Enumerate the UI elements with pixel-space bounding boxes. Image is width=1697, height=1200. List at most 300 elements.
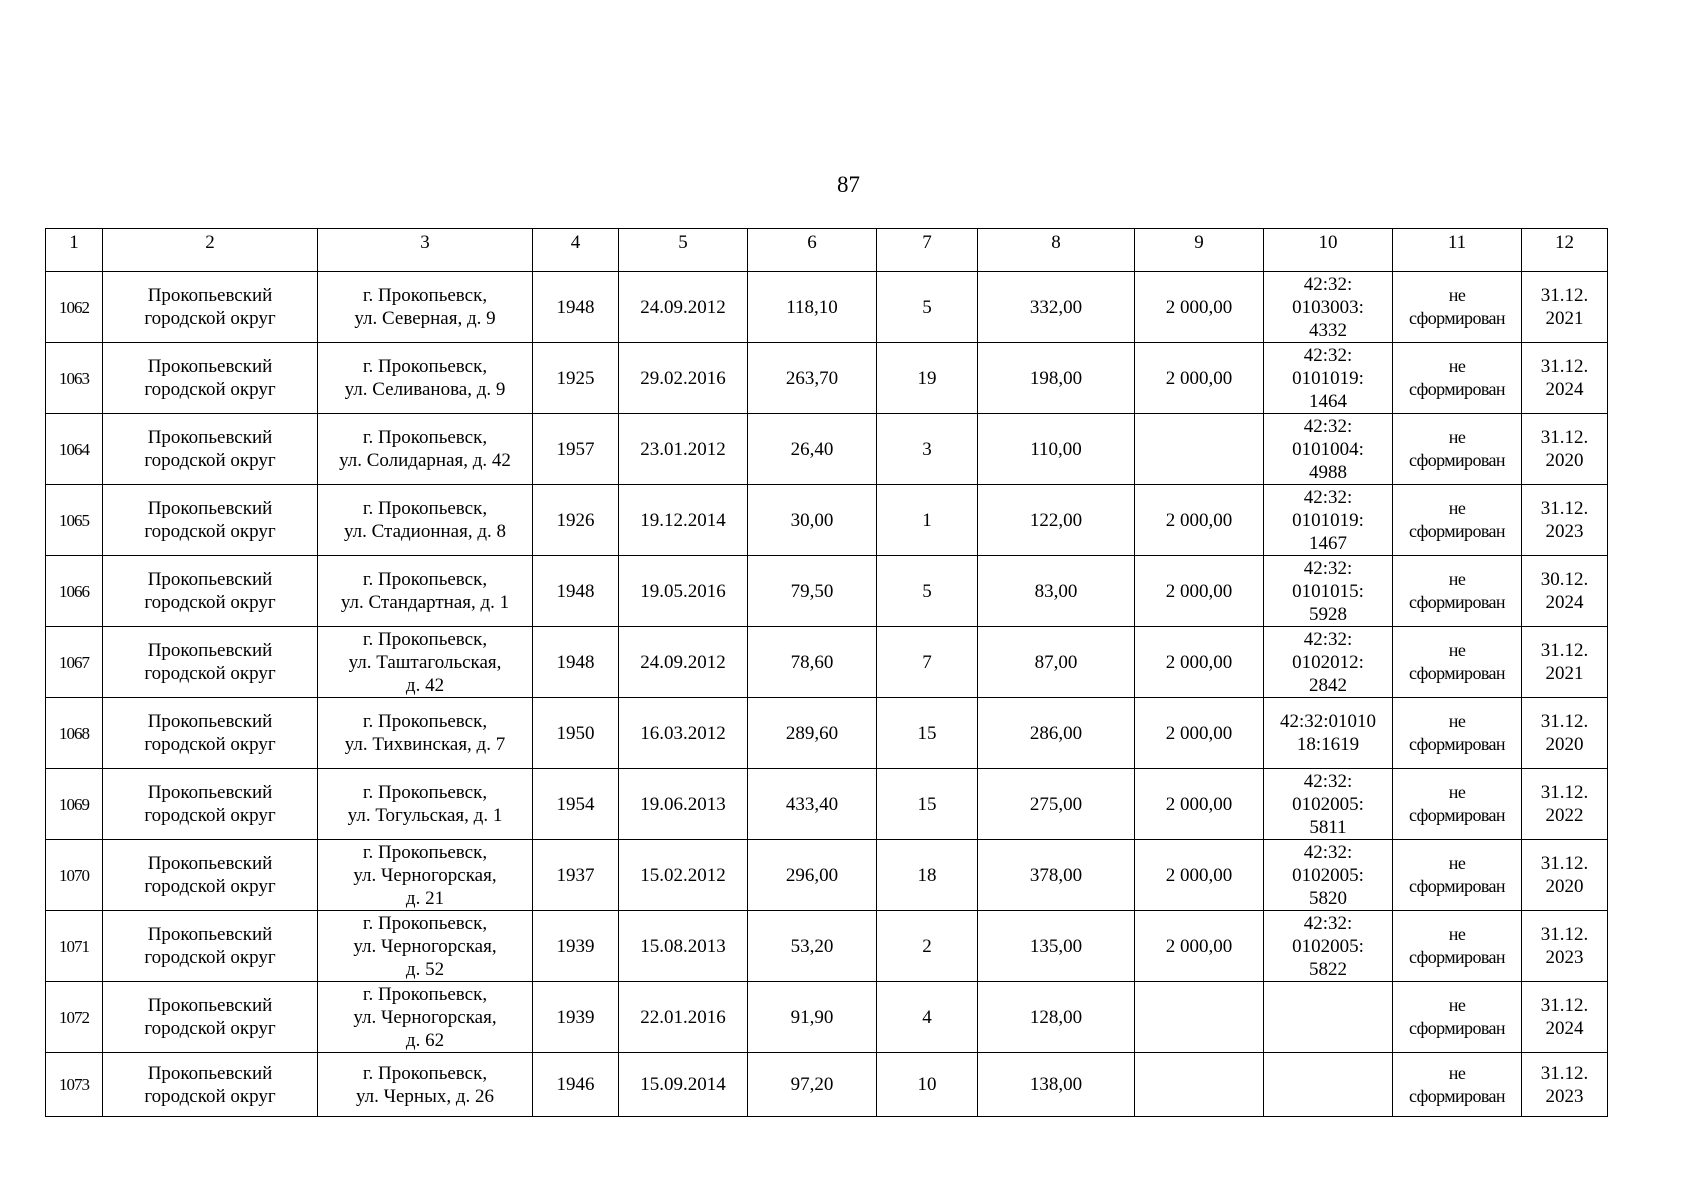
residents-count-cell: 3 — [877, 414, 978, 485]
cell-line: не — [1448, 782, 1466, 802]
cell-line: 42:32: — [1303, 273, 1353, 295]
area-cell: 79,50 — [748, 556, 877, 627]
land-area-cell: 83,00 — [978, 556, 1135, 627]
deadline-cell — [1522, 485, 1608, 556]
row-number-cell: 1063 — [46, 343, 103, 414]
land-area-cell: 110,00 — [978, 414, 1135, 485]
cell-line: Прокопьевский — [147, 995, 273, 1016]
cell-line: 31.12. — [1540, 427, 1589, 448]
cell-line: 2023 — [1545, 947, 1584, 968]
table-row — [46, 627, 1608, 698]
cell-line: ул. Черногорская, — [353, 935, 497, 957]
row-number-cell: 1068 — [46, 698, 103, 769]
cell-line: 31.12. — [1540, 285, 1589, 306]
land-area-cell: 286,00 — [978, 698, 1135, 769]
table-body — [46, 229, 1608, 1117]
cadastral-number-cell — [1264, 1053, 1393, 1117]
cell-line: 0101015: — [1292, 580, 1364, 602]
municipality-cell — [103, 343, 318, 414]
residents-count-cell: 1 — [877, 485, 978, 556]
cost-cell: 2 000,00 — [1135, 769, 1264, 840]
cell-line: 0101019: — [1292, 509, 1364, 531]
recognition-date-cell: 22.01.2016 — [619, 982, 748, 1053]
address-cell — [318, 485, 533, 556]
year-built-cell: 1948 — [533, 556, 619, 627]
deadline-cell — [1522, 627, 1608, 698]
cell-line: 31.12. — [1540, 924, 1589, 945]
cell-line: 2024 — [1545, 1018, 1584, 1039]
cell-line: д. 42 — [405, 674, 445, 696]
cell-line: городской округ — [144, 450, 276, 471]
year-built-cell: 1950 — [533, 698, 619, 769]
cell-line: 2021 — [1545, 663, 1584, 684]
cell-line: городской округ — [144, 1085, 276, 1107]
address-cell — [318, 1053, 533, 1117]
cost-cell: 2 000,00 — [1135, 627, 1264, 698]
table-row — [46, 911, 1608, 982]
cell-line: 0102005: — [1292, 793, 1364, 815]
deadline-cell — [1522, 343, 1608, 414]
cell-line: городской округ — [144, 663, 276, 684]
cell-line: сформирован — [1409, 805, 1505, 825]
cell-line: 2023 — [1545, 521, 1584, 542]
area-cell: 433,40 — [748, 769, 877, 840]
row-number-cell: 1062 — [46, 272, 103, 343]
cell-line: 4988 — [1309, 461, 1347, 483]
cell-line: 31.12. — [1540, 995, 1589, 1016]
cell-line: 2842 — [1309, 674, 1347, 696]
area-cell: 118,10 — [748, 272, 877, 343]
table-row — [46, 698, 1608, 769]
column-number: 4 — [533, 229, 619, 272]
cell-line: д. 21 — [405, 887, 445, 909]
deadline-cell — [1522, 911, 1608, 982]
cell-line: ул. Черногорская, — [353, 864, 497, 886]
deadline-cell — [1522, 1053, 1608, 1117]
area-cell: 91,90 — [748, 982, 877, 1053]
area-cell: 289,60 — [748, 698, 877, 769]
cell-line: городской округ — [144, 876, 276, 897]
cost-cell: 2 000,00 — [1135, 911, 1264, 982]
cell-line: сформирован — [1409, 450, 1505, 470]
area-cell: 296,00 — [748, 840, 877, 911]
recognition-date-cell: 16.03.2012 — [619, 698, 748, 769]
cell-line: 42:32: — [1303, 770, 1353, 792]
cell-line: 42:32: — [1303, 486, 1353, 508]
area-cell: 26,40 — [748, 414, 877, 485]
cell-line: 30.12. — [1540, 569, 1589, 590]
row-number-cell: 1064 — [46, 414, 103, 485]
cell-line: г. Прокопьевск, — [362, 912, 488, 934]
municipality-cell — [103, 414, 318, 485]
row-number-cell: 1067 — [46, 627, 103, 698]
cell-line: 31.12. — [1540, 640, 1589, 661]
cell-line: не — [1448, 640, 1466, 660]
status-cell — [1393, 272, 1522, 343]
area-cell: 78,60 — [748, 627, 877, 698]
recognition-date-cell: 23.01.2012 — [619, 414, 748, 485]
residents-count-cell: 5 — [877, 556, 978, 627]
land-area-cell: 122,00 — [978, 485, 1135, 556]
cell-line: городской округ — [144, 805, 276, 826]
cadastral-number-cell — [1264, 414, 1393, 485]
recognition-date-cell: 15.09.2014 — [619, 1053, 748, 1117]
status-cell — [1393, 414, 1522, 485]
area-cell: 263,70 — [748, 343, 877, 414]
column-number: 5 — [619, 229, 748, 272]
cost-cell: 2 000,00 — [1135, 485, 1264, 556]
address-cell — [318, 272, 533, 343]
cadastral-number-cell — [1264, 556, 1393, 627]
cell-line: Прокопьевский — [147, 924, 273, 945]
municipality-cell — [103, 982, 318, 1053]
cell-line: Прокопьевский — [147, 569, 273, 590]
residents-count-cell: 15 — [877, 698, 978, 769]
column-number: 7 — [877, 229, 978, 272]
recognition-date-cell: 24.09.2012 — [619, 627, 748, 698]
cost-cell — [1135, 414, 1264, 485]
residents-count-cell: 7 — [877, 627, 978, 698]
year-built-cell: 1946 — [533, 1053, 619, 1117]
cost-cell — [1135, 982, 1264, 1053]
cell-line: 42:32: — [1303, 344, 1353, 366]
municipality-cell — [103, 556, 318, 627]
recognition-date-cell: 19.05.2016 — [619, 556, 748, 627]
cell-line: ул. Тихвинская, д. 7 — [344, 734, 506, 755]
cell-line: не — [1448, 924, 1466, 944]
cadastral-number-cell — [1264, 982, 1393, 1053]
cell-line: 42:32: — [1303, 841, 1353, 863]
cell-line: сформирован — [1409, 1018, 1505, 1038]
cell-line: ул. Стандартная, д. 1 — [340, 592, 510, 613]
cell-line: городской округ — [144, 308, 276, 329]
deadline-cell — [1522, 982, 1608, 1053]
cell-line: 31.12. — [1540, 498, 1589, 519]
cell-line: 4332 — [1309, 319, 1347, 341]
cell-line: 2024 — [1545, 592, 1584, 613]
row-number-cell: 1066 — [46, 556, 103, 627]
table-row — [46, 343, 1608, 414]
column-number: 3 — [318, 229, 533, 272]
table-row — [46, 414, 1608, 485]
cell-line: городской округ — [144, 734, 276, 755]
cell-line: 42:32: — [1303, 912, 1353, 934]
cell-line: г. Прокопьевск, — [362, 983, 488, 1005]
cell-line: 2020 — [1545, 876, 1584, 897]
cell-line: не — [1448, 427, 1466, 447]
cell-line: сформирован — [1409, 663, 1505, 683]
column-number: 12 — [1522, 229, 1608, 272]
cell-line: 31.12. — [1540, 1062, 1589, 1084]
address-cell — [318, 627, 533, 698]
status-cell — [1393, 1053, 1522, 1117]
cadastral-number-cell — [1264, 698, 1393, 769]
cell-line: г. Прокопьевск, — [362, 628, 488, 650]
cell-line: сформирован — [1409, 1085, 1505, 1106]
column-number: 11 — [1393, 229, 1522, 272]
cadastral-number-cell — [1264, 343, 1393, 414]
deadline-cell — [1522, 272, 1608, 343]
cell-line: г. Прокопьевск, — [362, 498, 488, 519]
table-row — [46, 840, 1608, 911]
status-cell — [1393, 698, 1522, 769]
status-cell — [1393, 343, 1522, 414]
page-number: 87 — [837, 172, 860, 197]
municipality-cell — [103, 840, 318, 911]
cell-line: сформирован — [1409, 308, 1505, 328]
cell-line: не — [1448, 853, 1466, 873]
cell-line: 1467 — [1309, 532, 1347, 554]
cell-line: д. 52 — [405, 958, 445, 980]
column-number: 1 — [46, 229, 103, 272]
recognition-date-cell: 15.02.2012 — [619, 840, 748, 911]
cost-cell — [1135, 1053, 1264, 1117]
year-built-cell: 1954 — [533, 769, 619, 840]
address-cell — [318, 840, 533, 911]
address-cell — [318, 911, 533, 982]
cell-line: 5811 — [1309, 816, 1347, 838]
year-built-cell: 1925 — [533, 343, 619, 414]
table-row — [46, 272, 1608, 343]
deadline-cell — [1522, 840, 1608, 911]
cost-cell: 2 000,00 — [1135, 840, 1264, 911]
cell-line: 5928 — [1309, 603, 1347, 625]
cell-line: 0102005: — [1292, 935, 1364, 957]
year-built-cell: 1948 — [533, 272, 619, 343]
cell-line: не — [1448, 1062, 1466, 1083]
cell-line: 31.12. — [1540, 711, 1589, 732]
cell-line: не — [1448, 711, 1466, 731]
row-number-cell: 1071 — [46, 911, 103, 982]
cell-line: 42:32:01010 — [1279, 711, 1377, 732]
cell-line: 18:1619 — [1296, 734, 1360, 755]
cell-line: сформирован — [1409, 876, 1505, 896]
cell-line: 5820 — [1309, 887, 1347, 909]
cell-line: 42:32: — [1303, 415, 1353, 437]
cell-line: городской округ — [144, 521, 276, 542]
cell-line: г. Прокопьевск, — [362, 427, 488, 448]
cell-line: 31.12. — [1540, 782, 1589, 803]
address-cell — [318, 414, 533, 485]
cadastral-number-cell — [1264, 485, 1393, 556]
deadline-cell — [1522, 769, 1608, 840]
cell-line: ул. Северная, д. 9 — [354, 308, 496, 329]
cell-line: Прокопьевский — [147, 640, 273, 661]
row-number-cell: 1069 — [46, 769, 103, 840]
cell-line: 31.12. — [1540, 853, 1589, 874]
cell-line: Прокопьевский — [147, 782, 273, 803]
cell-line: Прокопьевский — [147, 853, 273, 874]
table-row — [46, 485, 1608, 556]
municipality-cell — [103, 1053, 318, 1117]
cell-line: Прокопьевский — [147, 285, 273, 306]
municipality-cell — [103, 911, 318, 982]
column-number: 8 — [978, 229, 1135, 272]
cell-line: ул. Селиванова, д. 9 — [344, 379, 506, 400]
year-built-cell: 1957 — [533, 414, 619, 485]
cell-line: сформирован — [1409, 521, 1505, 541]
cost-cell: 2 000,00 — [1135, 698, 1264, 769]
cell-line: сформирован — [1409, 947, 1505, 967]
residents-count-cell: 10 — [877, 1053, 978, 1117]
cell-line: 5822 — [1309, 958, 1347, 980]
cell-line: ул. Солидарная, д. 42 — [339, 450, 511, 471]
row-number-cell: 1065 — [46, 485, 103, 556]
status-cell — [1393, 627, 1522, 698]
address-cell — [318, 343, 533, 414]
deadline-cell — [1522, 556, 1608, 627]
cell-line: 31.12. — [1540, 356, 1589, 377]
year-built-cell: 1937 — [533, 840, 619, 911]
housing-registry-table — [45, 228, 1608, 1117]
residents-count-cell: 4 — [877, 982, 978, 1053]
area-cell: 53,20 — [748, 911, 877, 982]
cell-line: 0101019: — [1292, 367, 1364, 389]
municipality-cell — [103, 627, 318, 698]
land-area-cell: 87,00 — [978, 627, 1135, 698]
residents-count-cell: 5 — [877, 272, 978, 343]
cell-line: ул. Черных, д. 26 — [355, 1085, 495, 1107]
land-area-cell: 128,00 — [978, 982, 1135, 1053]
cell-line: 2020 — [1545, 734, 1584, 755]
table-row — [46, 769, 1608, 840]
cost-cell: 2 000,00 — [1135, 272, 1264, 343]
residents-count-cell: 18 — [877, 840, 978, 911]
cell-line: сформирован — [1409, 734, 1505, 754]
cell-line: 2020 — [1545, 450, 1584, 471]
status-cell — [1393, 769, 1522, 840]
cadastral-number-cell — [1264, 769, 1393, 840]
municipality-cell — [103, 272, 318, 343]
cell-line: Прокопьевский — [147, 427, 273, 448]
table-row — [46, 556, 1608, 627]
year-built-cell: 1948 — [533, 627, 619, 698]
municipality-cell — [103, 769, 318, 840]
cell-line: г. Прокопьевск, — [362, 782, 488, 803]
deadline-cell — [1522, 414, 1608, 485]
column-number: 2 — [103, 229, 318, 272]
cell-line: 2021 — [1545, 308, 1584, 329]
year-built-cell: 1939 — [533, 982, 619, 1053]
cell-line: д. 62 — [405, 1029, 445, 1051]
cell-line: Прокопьевский — [147, 1062, 273, 1084]
land-area-cell: 198,00 — [978, 343, 1135, 414]
column-number: 10 — [1264, 229, 1393, 272]
cell-line: г. Прокопьевск, — [362, 285, 488, 306]
cell-line: не — [1448, 356, 1466, 376]
status-cell — [1393, 485, 1522, 556]
cell-line: сформирован — [1409, 379, 1505, 399]
recognition-date-cell: 19.06.2013 — [619, 769, 748, 840]
land-area-cell: 275,00 — [978, 769, 1135, 840]
cell-line: Прокопьевский — [147, 498, 273, 519]
cell-line: Прокопьевский — [147, 356, 273, 377]
deadline-cell — [1522, 698, 1608, 769]
table-row — [46, 1053, 1608, 1117]
residents-count-cell: 15 — [877, 769, 978, 840]
cell-line: 0101004: — [1292, 438, 1364, 460]
cell-line: 0102005: — [1292, 864, 1364, 886]
cell-line: городской округ — [144, 592, 276, 613]
land-area-cell: 135,00 — [978, 911, 1135, 982]
cell-line: 0103003: — [1292, 296, 1364, 318]
column-number: 9 — [1135, 229, 1264, 272]
land-area-cell: 138,00 — [978, 1053, 1135, 1117]
status-cell — [1393, 556, 1522, 627]
cell-line: городской округ — [144, 1018, 276, 1039]
residents-count-cell: 2 — [877, 911, 978, 982]
row-number-cell: 1073 — [46, 1053, 103, 1117]
cell-line: не — [1448, 995, 1466, 1015]
address-cell — [318, 769, 533, 840]
area-cell: 30,00 — [748, 485, 877, 556]
cell-line: сформирован — [1409, 592, 1505, 612]
row-number-cell: 1070 — [46, 840, 103, 911]
cell-line: 1464 — [1309, 390, 1347, 412]
cell-line: городской округ — [144, 379, 276, 400]
cell-line: не — [1448, 498, 1466, 518]
cell-line: ул. Таштагольская, — [348, 651, 502, 673]
area-cell: 97,20 — [748, 1053, 877, 1117]
table-row — [46, 982, 1608, 1053]
cell-line: г. Прокопьевск, — [362, 711, 488, 732]
cost-cell: 2 000,00 — [1135, 556, 1264, 627]
cadastral-number-cell — [1264, 272, 1393, 343]
cell-line: ул. Черногорская, — [353, 1006, 497, 1028]
cell-line: не — [1448, 569, 1466, 589]
recognition-date-cell: 29.02.2016 — [619, 343, 748, 414]
cell-line: г. Прокопьевск, — [362, 356, 488, 377]
recognition-date-cell: 19.12.2014 — [619, 485, 748, 556]
year-built-cell: 1939 — [533, 911, 619, 982]
cell-line: 0102012: — [1292, 651, 1364, 673]
year-built-cell: 1926 — [533, 485, 619, 556]
land-area-cell: 378,00 — [978, 840, 1135, 911]
status-cell — [1393, 982, 1522, 1053]
cell-line: 2024 — [1545, 379, 1584, 400]
cell-line: Прокопьевский — [147, 711, 273, 732]
cell-line: городской округ — [144, 947, 276, 968]
cell-line: 42:32: — [1303, 628, 1353, 650]
cell-line: ул. Тогульская, д. 1 — [347, 805, 503, 826]
status-cell — [1393, 840, 1522, 911]
cell-line: 42:32: — [1303, 557, 1353, 579]
address-cell — [318, 556, 533, 627]
cell-line: 2023 — [1545, 1085, 1584, 1107]
cell-line: 2022 — [1545, 805, 1584, 826]
cadastral-number-cell — [1264, 911, 1393, 982]
cadastral-number-cell — [1264, 627, 1393, 698]
column-number: 6 — [748, 229, 877, 272]
cell-line: ул. Стадионная, д. 8 — [343, 521, 507, 542]
recognition-date-cell: 15.08.2013 — [619, 911, 748, 982]
address-cell — [318, 698, 533, 769]
residents-count-cell: 19 — [877, 343, 978, 414]
recognition-date-cell: 24.09.2012 — [619, 272, 748, 343]
status-cell — [1393, 911, 1522, 982]
municipality-cell — [103, 485, 318, 556]
column-number-row — [46, 229, 1608, 272]
row-number-cell: 1072 — [46, 982, 103, 1053]
address-cell — [318, 982, 533, 1053]
land-area-cell: 332,00 — [978, 272, 1135, 343]
cadastral-number-cell — [1264, 840, 1393, 911]
cell-line: не — [1448, 285, 1466, 305]
cell-line: г. Прокопьевск, — [362, 1062, 488, 1084]
municipality-cell — [103, 698, 318, 769]
cell-line: г. Прокопьевск, — [362, 569, 488, 590]
cell-line: г. Прокопьевск, — [362, 841, 488, 863]
